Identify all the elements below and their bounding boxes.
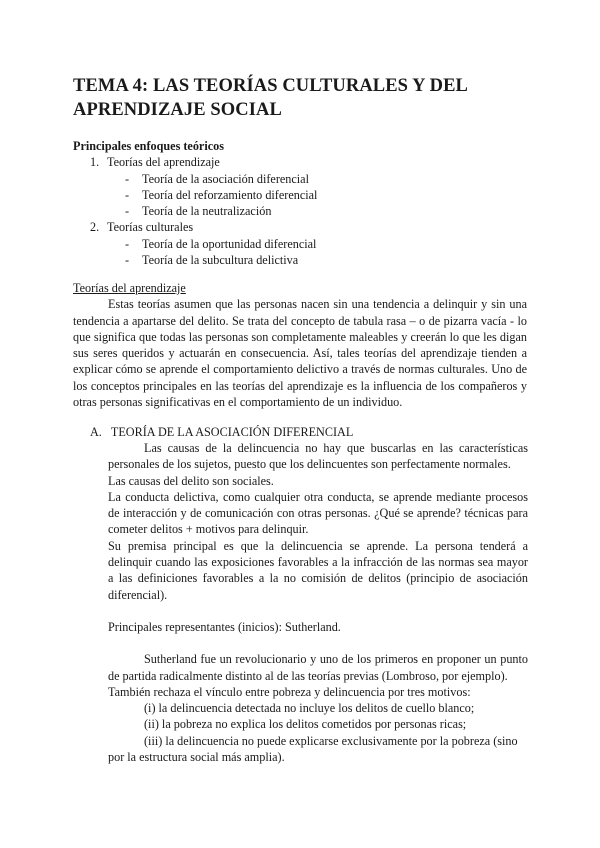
- aprendizaje-section: [73, 280, 527, 410]
- document-title: TEMA 4: LAS TEORÍAS CULTURALES Y DEL APRENDIZAJE SOCIAL: [73, 76, 467, 120]
- dash-marker: -: [125, 204, 130, 219]
- asociacion-section: [108, 440, 528, 765]
- list-item: (iii) la delincuencia no puede explicarse exclusivamente por la pobreza (sino: [144, 733, 518, 748]
- asociacion-p4: Su premisa principal es que la delincuencia se aprende. La persona tenderá a delinquir cuando las exposiciones favorables a la infracción de las normas sea mayor a las definiciones favorables a la no comisión de delitos (principio de asociación diferencial).: [108, 538, 528, 602]
- dash-marker: -: [125, 236, 130, 251]
- motivo-continuation: por la estructura social más amplia).: [108, 750, 285, 765]
- list-item: (ii) la pobreza no explica los delitos cometidos por personas ricas;: [144, 717, 467, 732]
- enfoques-list: [90, 154, 533, 268]
- enfoque-sublist: [125, 171, 533, 220]
- representantes: Principales representantes (inicios): Sutherland.: [108, 619, 341, 634]
- asociacion-p2: Las causas del delito son sociales.: [108, 473, 274, 488]
- list-item: [125, 187, 533, 203]
- aprendizaje-paragraph: Estas teorías asumen que las personas nacen sin una tendencia a delinquir y sin una tendencia a apartarse del delito. Se trata del concepto de tabula rasa – o de pizarra vacía - lo que significa que todas las personas son completamente maleables y creerán lo que les digan sus seres queridos y actuarán en consecuencia. Así, tales teorías del aprendizaje tienden a explicar cómo se aprende el comportamiento delictivo a través de normas culturales. Uno de los conceptos principales en las teorías del aprendizaje es la influencia de los compañeros y otras personas significativas en el comportamiento de un individuo.: [73, 297, 527, 410]
- list-number: 1.: [90, 155, 100, 170]
- enfoque-group-label: Teorías del aprendizaje: [107, 155, 220, 170]
- list-item: [125, 171, 533, 187]
- enfoque-group-label: Teorías culturales: [107, 220, 194, 235]
- list-number: 2.: [90, 220, 100, 235]
- dash-marker: -: [125, 253, 130, 268]
- list-item: (i) la delincuencia detectada no incluye los delitos de cuello blanco;: [144, 701, 475, 716]
- sutherland-paragraph: Sutherland fue un revolucionario y uno de los primeros en proponer un punto de partida radicalmente distinto al de las teorías previas (Lombroso, por ejemplo).: [108, 652, 528, 683]
- list-item: [125, 252, 533, 268]
- aprendizaje-heading: Teorías del aprendizaje: [73, 281, 186, 295]
- list-item: [125, 203, 533, 219]
- asociacion-p1: Las causas de la delincuencia no hay que buscarlas en las características personales de los sujetos, puesto que los delincuentes son perfectamente normales.: [108, 441, 528, 472]
- list-item-label: Teoría del reforzamiento diferencial: [142, 187, 318, 202]
- enfoque-group: [90, 154, 533, 219]
- asociacion-heading-row: [90, 424, 527, 440]
- section-marker: A.: [90, 425, 102, 439]
- dash-marker: -: [125, 187, 130, 202]
- enfoques-section: [73, 138, 533, 268]
- dash-marker: -: [125, 171, 130, 186]
- asociacion-p3: La conducta delictiva, como cualquier otra conducta, se aprende mediante procesos de interacción y de comunicación con otras personas. ¿Qué se aprende? técnicas para cometer delitos + motivos para delinquir.: [108, 489, 528, 537]
- list-item-label: Teoría de la subcultura delictiva: [142, 253, 299, 268]
- enfoques-heading: Principales enfoques teóricos: [73, 139, 224, 153]
- list-item-label: Teoría de la neutralización: [142, 204, 272, 219]
- enfoque-sublist: [125, 236, 533, 269]
- enfoque-group: [90, 219, 533, 268]
- list-item-label: Teoría de la asociación diferencial: [142, 171, 309, 186]
- list-item-label: Teoría de la oportunidad diferencial: [142, 236, 317, 251]
- rechaza-line: También rechaza el vínculo entre pobreza y delincuencia por tres motivos:: [108, 684, 471, 699]
- asociacion-heading: TEORÍA DE LA ASOCIACIÓN DIFERENCIAL: [110, 425, 354, 439]
- list-item: [125, 236, 533, 252]
- motivos-list: [108, 700, 528, 749]
